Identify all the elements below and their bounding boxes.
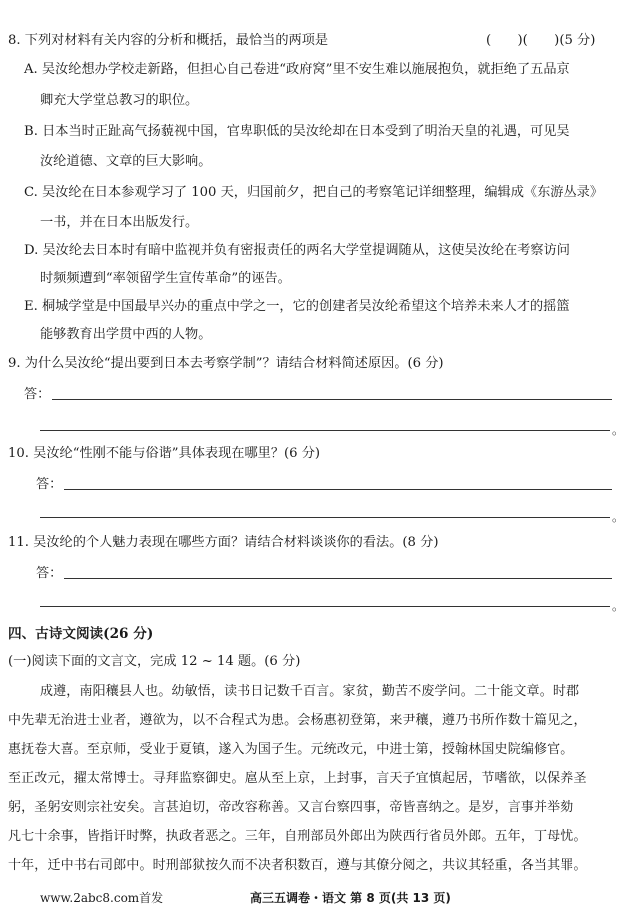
q11-end-mark: 。 — [612, 599, 625, 613]
q8-option-b-line1: B. 日本当时正趾高气扬藐视中国，官卑职低的吴汝纶却在日本受到了明治天皇的礼遇，可见吴 — [24, 124, 570, 139]
q8-option-c-line2: 一书，并在日本出版发行。 — [40, 215, 199, 230]
q9-answer-label: 答： — [24, 387, 51, 402]
q8-option-e-line2: 能够教育出学贯中西的人物。 — [40, 327, 212, 342]
q9-answer-line-1[interactable] — [52, 399, 612, 400]
q11-answer-line-2[interactable] — [40, 606, 610, 607]
q10-answer-label: 答： — [36, 477, 63, 492]
q9-answer-line-2[interactable] — [40, 430, 610, 431]
q10-end-mark: 。 — [612, 510, 625, 524]
q8-option-e-line1: E. 桐城学堂是中国最早兴办的重点中学之一，它的创建者吴汝纶希望这个培养未来人才的摇篮 — [24, 299, 570, 314]
q9-end-mark: 。 — [612, 423, 625, 437]
q11-stem: 11. 吴汝纶的个人魅力表现在哪些方面？请结合材料谈谈你的看法。(8 分) — [8, 535, 439, 550]
q8-option-d-line1: D. 吴汝纶去日本时有暗中监视并负有密报责任的两名大学堂提调随从，这使吴汝纶在考察访问 — [24, 243, 570, 258]
section-subtitle: (一)阅读下面的文言文，完成 12 ~ 14 题。(6 分) — [8, 654, 301, 669]
q10-answer-line-2[interactable] — [40, 517, 610, 518]
q8-option-a-line1: A. 吴汝纶想办学校走新路，但担心自己卷进“政府窝”里不安生难以施展抱负，就拒绝了五品京 — [24, 62, 570, 77]
footer-site: www.2abc8.com首发 — [40, 891, 164, 905]
q10-answer-line-1[interactable] — [64, 489, 612, 490]
q11-answer-label: 答： — [36, 566, 63, 581]
q8-option-d-line2: 时频频遭到“率领留学生宣传革命”的诬告。 — [40, 271, 291, 286]
q8-option-c-line1: C. 吴汝纶在日本参观学习了 100 天，归国前夕，把自己的考察笔记详细整理，编辑成《东游丛录》 — [24, 185, 604, 200]
passage-line-4: 至正改元，擢太常博士。寻拜监察御史。扈从至上京，上封事，言天子宜慎起居，节嗜欲，以保养圣 — [8, 771, 587, 786]
passage-line-6: 凡七十余事，皆指讦时弊，执政者恶之。三年，自刑部员外郎出为陕西行省员外郎。五年，丁母忧。 — [8, 829, 587, 844]
q8-stem: 8. 下列对材料有关内容的分析和概括，最恰当的两项是 — [8, 33, 329, 48]
q9-stem: 9. 为什么吴汝纶“提出要到日本去考察学制”？请结合材料简述原因。(6 分) — [8, 356, 444, 371]
passage-line-3: 惠抚卷大喜。至京师，受业于夏镇，遂入为国子生。元统改元，中进士第，授翰林国史院编修官。 — [8, 742, 574, 757]
passage-line-7: 十年，迁中书右司郎中。时刑部狱按久而不决者积数百，遵与其僚分阅之，共议其轻重，各当其罪。 — [8, 858, 587, 873]
section-title: 四、古诗文阅读(26 分) — [8, 626, 154, 642]
footer-page-info: 高三五调卷・语文 第 8 页(共 13 页) — [250, 891, 451, 905]
passage-line-1: 成遵，南阳穰县人也。幼敏悟，读书日记数千百言。家贫，勤苦不废学问。二十能文章。时郡 — [40, 684, 580, 699]
q10-stem: 10. 吴汝纶“性刚不能与俗谐”具体表现在哪里？(6 分) — [8, 446, 321, 461]
q11-answer-line-1[interactable] — [64, 578, 612, 579]
passage-line-2: 中先辈无治进士业者，遵欲为，以不合程式为患。会杨惠初登第，来尹穰，遵乃书所作数十篇见之， — [8, 713, 587, 728]
q8-answer-brackets: ( )( )(5 分) — [486, 33, 596, 48]
q8-option-b-line2: 汝纶道德、文章的巨大影响。 — [40, 154, 212, 169]
passage-line-5: 躬，圣躬安则宗社安矣。言甚迫切，帝改容称善。又言台察四事，帝皆喜纳之。是岁，言事并举劾 — [8, 800, 574, 815]
q8-option-a-line2: 卿充大学堂总教习的职位。 — [40, 93, 199, 108]
